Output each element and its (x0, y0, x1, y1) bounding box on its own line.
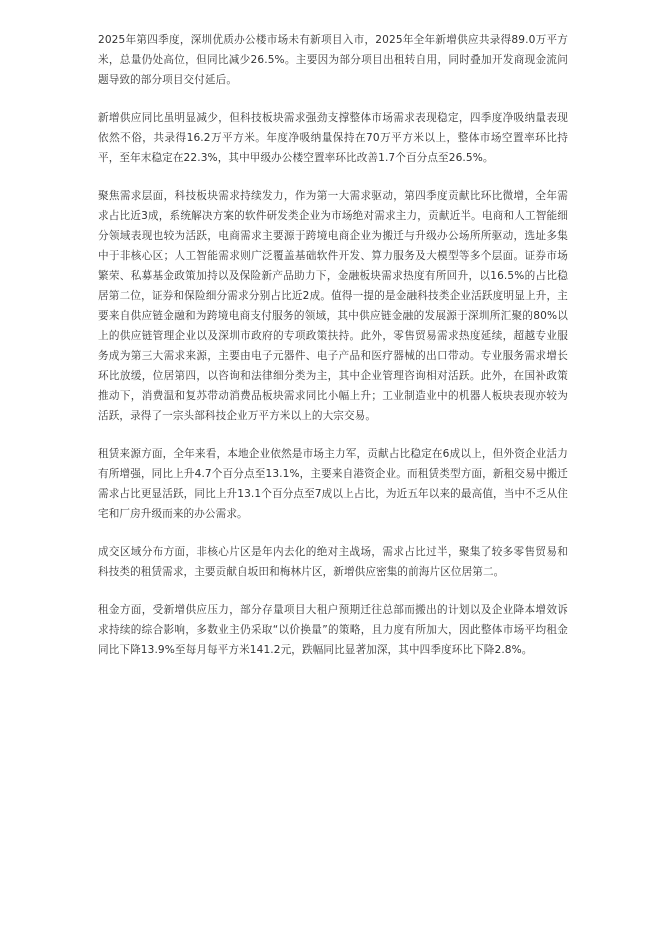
paragraph-rent: 租金方面，受新增供应压力，部分存量项目大租户预期迁往总部而搬出的计划以及企业降本增效诉求持续的综合影响，多数业主仍采取“以价换量”的策略，且力度有所加大，因此整体市场平均租金同比下降13.9%至每月每平方米141.2元，跌幅同比显著加深，其中四季度环比下降2.8%。 (98, 604, 568, 656)
paragraph-demand: 聚焦需求层面，科技板块需求持续发力，作为第一大需求驱动，第四季度贡献比环比微增，全年需求占比近3成，系统解决方案的软件研发类企业为市场绝对需求主力，贡献近半。电商和人工智能细分领域表现也较为活跃，电商需求主要源于跨境电商企业为搬迁与升级办公场所所驱动，选址多集中于非核心区；人工智能需求则广泛覆盖基础软件开发、算力服务及大模型等多个层面。证券市场繁荣、私募基金政策加持以及保险新产品助力下，金融板块需求热度有所回升，以16.5%的占比稳居第二位，证券和保险细分需求分别占比近2成。值得一提的是金融科技类企业活跃度明显上升，主要来自供应链金融和为跨境电商支付服务的领域，其中供应链金融的发展源于深圳所汇聚的80%以上的供应链管理企业以及深圳市政府的专项政策扶持。此外，零售贸易需求热度延续，超越专业服务成为第三大需求来源，主要由电子元器件、电子产品和医疗器械的出口带动。专业服务需求增长环比放缓，位居第四，以咨询和法律细分类为主，其中企业管理咨询相对活跃。此外，在国补政策推动下，消费温和复苏带动消费品板块需求同比小幅上升；工业制造业中的机器人板块表现亦较为活跃，录得了一宗头部科技企业万平方米以上的大宗交易。 (98, 190, 568, 422)
paragraph-supply: 2025年第四季度，深圳优质办公楼市场未有新项目入市，2025年全年新增供应共录得89.0万平方米，总量仍处高位，但同比减少26.5%。主要因为部分项目出租转自用，同时叠加开发商现金流问题导致的部分项目交付延后。 (98, 34, 568, 86)
document-body (98, 30, 568, 678)
paragraph-leasing-source: 租赁来源方面，全年来看，本地企业依然是市场主力军，贡献占比稳定在6成以上，但外资企业活力有所增强，同比上升4.7个百分点至13.1%，主要来自港资企业。而租赁类型方面，新租交易中搬迁需求占比更显活跃，同比上升13.1个百分点至7成以上占比，为近五年以来的最高值，当中不乏从住宅和厂房升级而来的办公需求。 (98, 448, 568, 520)
paragraph-district-distribution: 成交区域分布方面，非核心片区是年内去化的绝对主战场，需求占比过半，聚集了较多零售贸易和科技类的租赁需求，主要贡献自坂田和梅林片区，新增供应密集的前海片区位居第二。 (98, 546, 568, 578)
paragraph-absorption: 新增供应同比虽明显减少，但科技板块需求强劲支撑整体市场需求表现稳定，四季度净吸纳量表现依然不俗，共录得16.2万平方米。年度净吸纳量保持在70万平方米以上，整体市场空置率环比持平，至年末稳定在22.3%，其中甲级办公楼空置率环比改善1.7个百分点至26.5%。 (98, 112, 568, 164)
